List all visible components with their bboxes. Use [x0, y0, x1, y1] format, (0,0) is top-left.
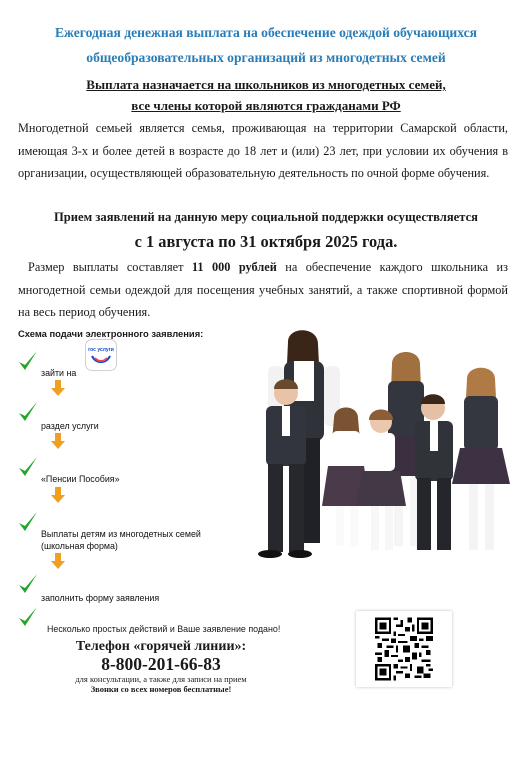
gosuslugi-logo[interactable]	[85, 339, 117, 371]
step-gosuslugi: зайти на	[41, 368, 77, 378]
checkmark-icon	[18, 606, 38, 628]
amount-value: 11 000 рублей	[191, 260, 277, 274]
application-dates	[0, 232, 532, 252]
step-fill-form: заполнить форму заявления	[41, 593, 160, 603]
application-intro: Прием заявлений на данную меру социальной поддержки осуществляется	[54, 210, 478, 224]
amount-prefix: Размер выплаты составляет	[28, 260, 192, 274]
done-message: Несколько простых действий и Ваше заявление подано!	[47, 624, 281, 634]
amount-paragraph	[18, 256, 508, 324]
scheme-title: Схема подачи электронного заявления:	[18, 328, 204, 339]
hotline-label: Телефон «горячей линии»:	[75, 639, 247, 654]
checkmark-icon	[18, 511, 38, 533]
amount-suffix: на обеспечение каждого школьника из многодетной семьи одеждой для посещения учебных занятий, а также спортивной формой на весь период обучения.	[18, 260, 508, 319]
checkmark-icon	[18, 350, 38, 372]
main-title-line1: Ежегодная денежная выплата на обеспечение одеждой обучающихся	[54, 25, 478, 40]
arrow-down-icon	[51, 433, 65, 449]
step-services: раздел услуги	[41, 421, 99, 431]
step-pensions: «Пенсии Пособия»	[41, 474, 120, 484]
hotline-note: для консультации, а также для записи на прием	[75, 674, 247, 684]
arrow-down-icon	[51, 380, 65, 396]
qr-code-card	[356, 611, 452, 687]
main-title-line2: общеобразовательных организаций из многодетных семей	[86, 50, 446, 65]
step-large-family-payment: Выплаты детям из многодетных семей	[41, 529, 201, 539]
arrow-down-icon	[51, 487, 65, 503]
checkmark-icon	[18, 456, 38, 478]
subtitle-line2: все члены которой являются гражданами РФ	[131, 98, 401, 113]
definition-paragraph: Многодетной семьей является семья, проживающая на территории Самарской области, имеющая 3-х и более детей в возрасте до 18 лет и (или) 23 лет, при условии их обучения в организации, осуществляющей образовательную деятельность по очной форме обучения.	[18, 121, 508, 180]
arrow-down-icon	[51, 553, 65, 569]
dates-year: 2025	[325, 232, 358, 251]
checkmark-icon	[18, 573, 38, 595]
dates-prefix: с 1 августа по 31 октября	[134, 232, 326, 251]
dates-suffix: года.	[357, 232, 398, 251]
step-school-uniform: (школьная форма)	[41, 541, 118, 551]
hotline-phone: 8-800-201-66-83	[101, 654, 221, 674]
schoolchildren-photo	[228, 326, 518, 566]
subtitle-line1: Выплата назначается на школьников из многодетных семей,	[86, 77, 446, 92]
gosuslugi-logo-text: гос услуги	[88, 347, 114, 353]
checkmark-icon	[18, 401, 38, 423]
girl-right-figure	[452, 368, 510, 550]
qr-code[interactable]	[375, 617, 433, 681]
gosuslugi-flag-icon	[91, 355, 111, 365]
hotline-free: Звонки со всех номеров бесплатные!	[90, 684, 232, 694]
